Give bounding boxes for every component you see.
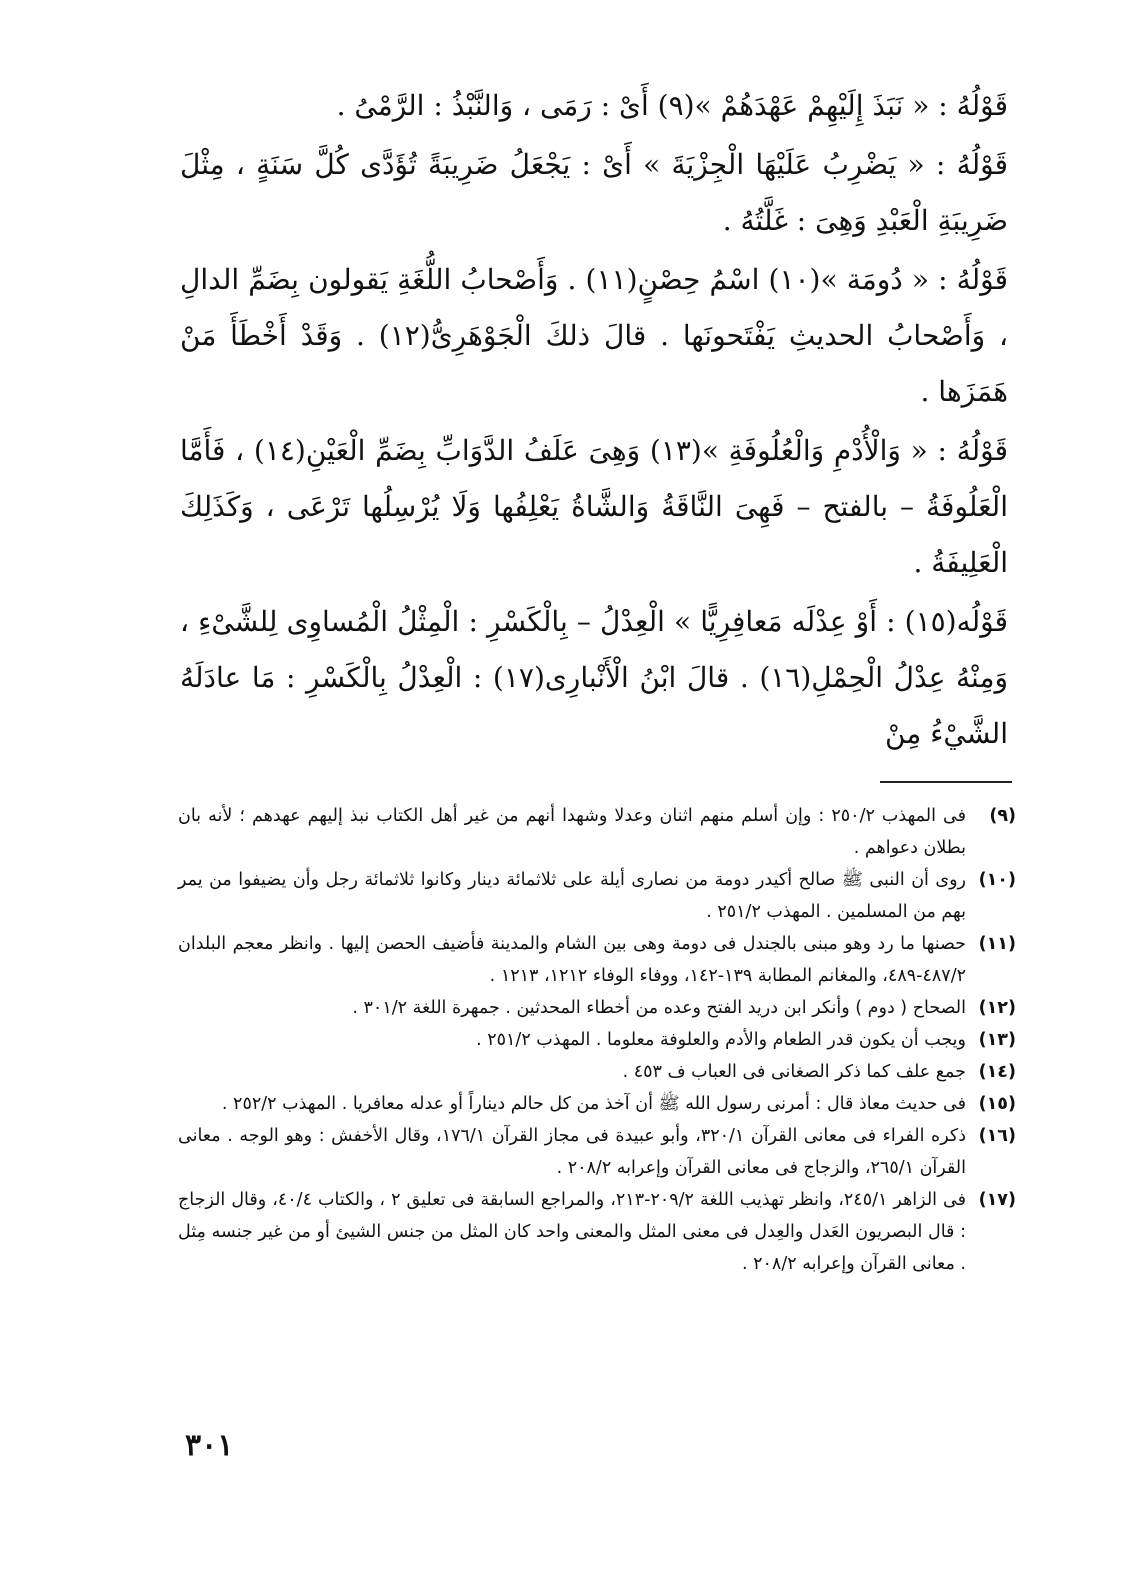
footnote-text: ويجب أن يكون قدر الطعام والأدم والعلوفة معلوما . المهذب ٢٥١/٢ . (476, 1030, 966, 1050)
footnotes-section (178, 800, 1016, 1280)
footnote (178, 1184, 1016, 1280)
main-entry: قَوْلُه(١٥) : أَوْ عِدْلَه مَعافِرِيًّا » الْعِدْلُ – بِالْكَسْرِ : الْمِثْلُ الْمُساوِى لِلشَّىْءِ ، وَمِنْهُ عِدْلُ الْحِمْلِ(١٦) . قالَ ابْنُ الْأَنْبارِى(١٧) : الْعِدْلُ بِالْكَسْرِ : مَا عادَلَهُ الشَّيْءُ مِنْ (180, 605, 1009, 750)
footnote (178, 864, 1016, 928)
footnote-text: جمع علف كما ذكر الصغانى فى العباب ف ٤٥٣ . (622, 1062, 966, 1082)
footnote-number: (١٤) (978, 1062, 1016, 1082)
footnote-text: فى المهذب ٢٥٠/٢ : وإن أسلم منهم اثنان وعدلا وشهدا أنهم من غير أهل الكتاب نبذ إليهم عهدهم ؛ لأنه بان بطلان دعواهم . (178, 806, 966, 858)
footnote-text: حصنها ما رد وهو مبنى بالجندل فى دومة وهى بين الشام والمدينة فأضيف الحصن إليها . وانظر معجم البلدان ٤٨٧/٢-٤٨٩، والمغانم المطابة ١٣٩-١٤٢، ووفاء الوفاء ١٢١٢، ١٢١٣ . (178, 934, 966, 986)
footnote-separator (880, 781, 1012, 783)
footnote (178, 992, 1016, 1024)
main-entry: قَوْلُهُ : « دُومَة »(١٠) اسْمُ حِصْنٍ(١١) . وَأَصْحابُ اللُّغَةِ يَقولون بِضَمِّ الدالِ ، وَأَصْحابُ الحديثِ يَفْتَحونَها . قالَ ذلكَ الْجَوْهَرِىُّ(١٢) . وَقَدْ أَخْطَأَ مَنْ هَمَزَها . (180, 263, 1009, 408)
main-entry: قَوْلُهُ : « نَبَذَ إِلَيْهِمْ عَهْدَهُمْ »(٩) أَىْ : رَمَى ، وَالنَّبْذُ : الرَّمْىُ . (336, 89, 1008, 122)
footnote-text: ذكره الفراء فى معانى القرآن ٣٢٠/١، وأبو عبيدة فى مجاز القرآن ١٧٦/١، وقال الأخفش : وهو الوجه . معانى القرآن ٢٦٥/١، والزجاج فى معانى القرآن وإعرابه ٢٠٨/٢ . (178, 1126, 966, 1178)
footnote-text: روى أن النبى ﷺ صالح أكيدر دومة من نصارى أيلة على ثلاثمائة دينار وكانوا ثلاثمائة رجل وأن يضيفوا من يمر بهم من المسلمين . المهذب ٢٥١/٢ . (178, 870, 966, 922)
main-text-body (180, 78, 1008, 765)
footnote (178, 1024, 1016, 1056)
footnote (178, 928, 1016, 992)
page-number: ٣٠١ (185, 1428, 234, 1463)
footnote-number: (١٧) (978, 1190, 1016, 1210)
footnote-number: (١١) (978, 934, 1016, 954)
footnote (178, 800, 1016, 864)
footnote-number: (١٥) (978, 1094, 1016, 1114)
footnote (178, 1056, 1016, 1088)
footnote-number: (١٢) (978, 998, 1016, 1018)
footnote-number: (١٦) (978, 1126, 1016, 1146)
footnote (178, 1088, 1016, 1120)
footnote (178, 1120, 1016, 1184)
footnote-text: فى الزاهر ٢٤٥/١، وانظر تهذيب اللغة ٢٠٩/٢-٢١٣، والمراجع السابقة فى تعليق ٢ ، والكتاب ٤٠/٤، وقال الزجاج : قال البصريون العَدل والعِدل فى معنى المثل والمعنى واحد كان المثل من جنس الشيئ أو من غير جنسه مِثل . معانى القرآن وإعرابه ٢٠٨/٢ . (178, 1190, 966, 1274)
footnote-text: الصحاح ( دوم ) وأنكر ابن دريد الفتح وعده من أخطاء المحدثين . جمهرة اللغة ٣٠١/٢ . (352, 998, 966, 1018)
footnote-number: (٩) (989, 806, 1016, 826)
footnote-text: فى حديث معاذ قال : أمرنى رسول الله ﷺ أن آخذ من كل حالم ديناراً أو عدله معافريا . المهذب ٢٥٢/٢ . (221, 1094, 966, 1114)
main-entry: قَوْلُهُ : « يَضْرِبُ عَلَيْهَا الْجِزْيَةَ » أَىْ : يَجْعَلُ ضَرِيبَةً تُؤَدَّى كُلَّ سَنَةٍ ، مِثْلَ ضَرِيبَةِ الْعَبْدِ وَهِىَ : غَلَّتُهُ . (180, 148, 1008, 237)
footnote-number: (١٣) (978, 1030, 1016, 1050)
footnote-number: (١٠) (978, 870, 1016, 890)
main-entry: قَوْلُهُ : « وَالْأُدْمِ وَالْعُلُوفَةِ »(١٣) وَهِىَ عَلَفُ الدَّوَابِّ بِضَمِّ الْعَيْنِ(١٤) ، فَأَمَّا الْعَلُوفَةُ – بالفتح – فَهِىَ النَّاقَةُ وَالشَّاةُ يَعْلِفُها وَلَا يُرْسِلُها تَرْعَى ، وَكَذَلِكَ الْعَلِيفَةُ . (180, 434, 1008, 579)
